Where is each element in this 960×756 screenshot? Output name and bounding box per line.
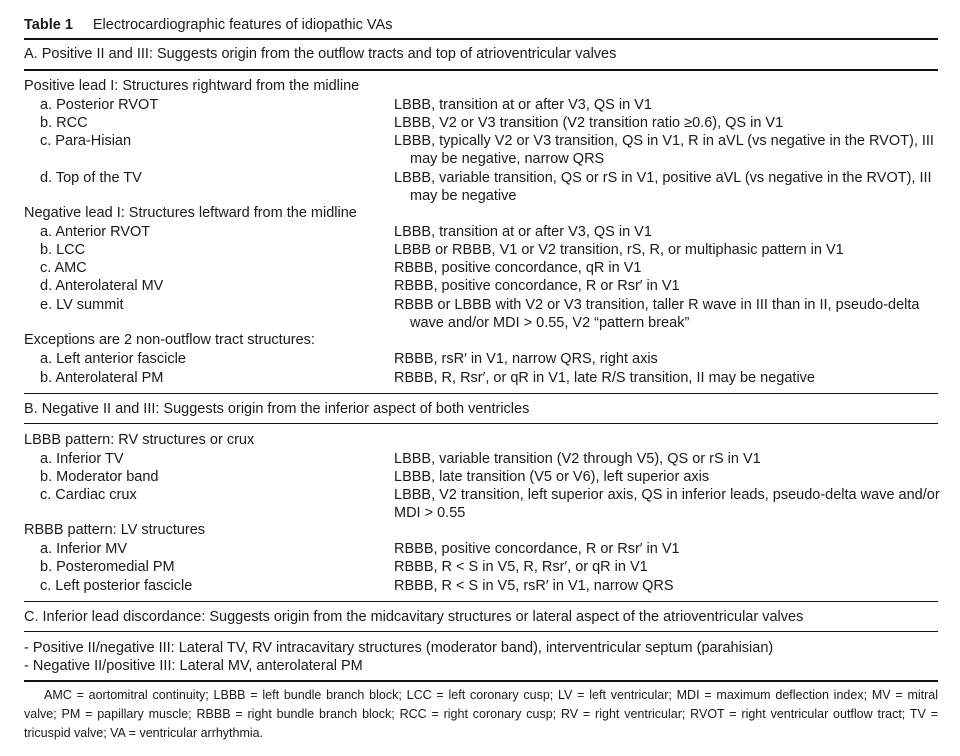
row-label: a. Inferior MV [40,541,128,557]
row-description: RBBB, positive concordance, R or Rsr′ in V1 [394,541,680,557]
group-heading: RBBB pattern: LV structures [24,522,206,538]
row-description: RBBB, rsR′ in V1, narrow QRS, right axis [394,351,658,367]
row-label: a. Inferior TV [40,451,124,467]
row-description: LBBB, typically V2 or V3 transition, QS in V1, R in aVL (vs negative in the RVOT), III may be negative, narrow QRS [394,133,934,167]
section-b-heading: B. Negative II and III: Suggests origin from the inferior aspect of both ventricles [24,401,530,417]
row-description: RBBB or LBBB with V2 or V3 transition, taller R wave in III than in II, pseudo-delta wave and/or MDI > 0.55, V2 “pattern break” [394,297,920,331]
row-label: b. RCC [40,115,88,131]
group-heading: Positive lead I: Structures rightward from the midline [24,78,360,94]
discordance-note: - Positive II/negative III: Lateral TV, RV intracavitary structures (moderator band), interventricular septum (parahisian) [24,640,774,656]
table-caption: Electrocardiographic features of idiopathic VAs [92,17,393,33]
row-description: LBBB, transition at or after V3, QS in V1 [394,97,652,113]
group-heading: LBBB pattern: RV structures or crux [24,432,255,448]
bottom-rule [24,680,938,682]
section-c-heading: C. Inferior lead discordance: Suggests origin from the midcavitary structures or lateral aspect of the atrioventricular valves [24,609,804,625]
row-label: a. Left anterior fascicle [40,351,186,367]
section-b-top-rule [24,393,938,394]
row-description: RBBB, positive concordance, R or Rsr′ in V1 [394,278,680,294]
row-label: c. Left posterior fascicle [40,578,193,594]
row-label: b. Posteromedial PM [40,559,175,575]
row-description: RBBB, R < S in V5, R, Rsr′, or qR in V1 [394,559,648,575]
row-label: c. Cardiac crux [40,487,137,503]
row-label: d. Top of the TV [40,170,142,186]
row-description: LBBB, late transition (V5 or V6), left superior axis [394,469,710,485]
row-label: d. Anterolateral MV [40,278,164,294]
row-label: a. Posterior RVOT [40,97,159,113]
table-number: Table 1 [24,17,73,33]
row-description: RBBB, positive concordance, qR in V1 [394,260,642,276]
row-label: b. Moderator band [40,469,159,485]
discordance-note: - Negative II/positive III: Lateral MV, anterolateral PM [24,658,363,674]
row-description: LBBB, V2 or V3 transition (V2 transition ratio ≥0.6), QS in V1 [394,115,784,131]
footnote-text: AMC = aortomitral continuity; LBBB = left bundle branch block; LCC = left coronary cusp; LV = left ventricular; MDI = maximum deflection index; MV = mitral valve; PM = papillary muscle; RBBB = right bundle branch block; RCC = right coronary cusp; RV = right ventricular; RVOT = right ventricular outflow tract; TV = tricuspid valve; VA = ventricular arrhythmia. [24,688,938,740]
row-description: LBBB, transition at or after V3, QS in V1 [394,224,652,240]
row-description: LBBB, V2 transition, left superior axis, QS in inferior leads, pseudo-delta wave and/or MDI > 0.55 [394,487,940,521]
row-description: LBBB, variable transition, QS or rS in V1, positive aVL (vs negative in the RVOT), III may be negative [394,170,932,204]
row-description: LBBB or RBBB, V1 or V2 transition, rS, R, or multiphasic pattern in V1 [394,242,844,258]
row-label: c. Para-Hisian [40,133,132,149]
section-c-rule [24,631,938,632]
group-heading: Exceptions are 2 non-outflow tract structures: [24,332,315,348]
section-a-rule [24,69,938,71]
table-title [24,17,392,33]
row-description: LBBB, variable transition (V2 through V5), QS or rS in V1 [394,451,761,467]
row-description: RBBB, R, Rsr′, or qR in V1, late R/S transition, II may be negative [394,370,815,386]
row-label: b. LCC [40,242,86,258]
row-label: a. Anterior RVOT [40,224,151,240]
row-label: c. AMC [40,260,87,276]
section-a-heading: A. Positive II and III: Suggests origin from the outflow tracts and top of atrioventricular valves [24,46,617,62]
section-c-top-rule [24,601,938,602]
row-description: RBBB, R < S in V5, rsR′ in V1, narrow QRS [394,578,674,594]
top-rule [24,38,938,40]
row-label: b. Anterolateral PM [40,370,164,386]
row-label: e. LV summit [40,297,124,313]
group-heading: Negative lead I: Structures leftward from the midline [24,205,357,221]
section-b-rule [24,423,938,424]
table-footnote [24,686,938,743]
